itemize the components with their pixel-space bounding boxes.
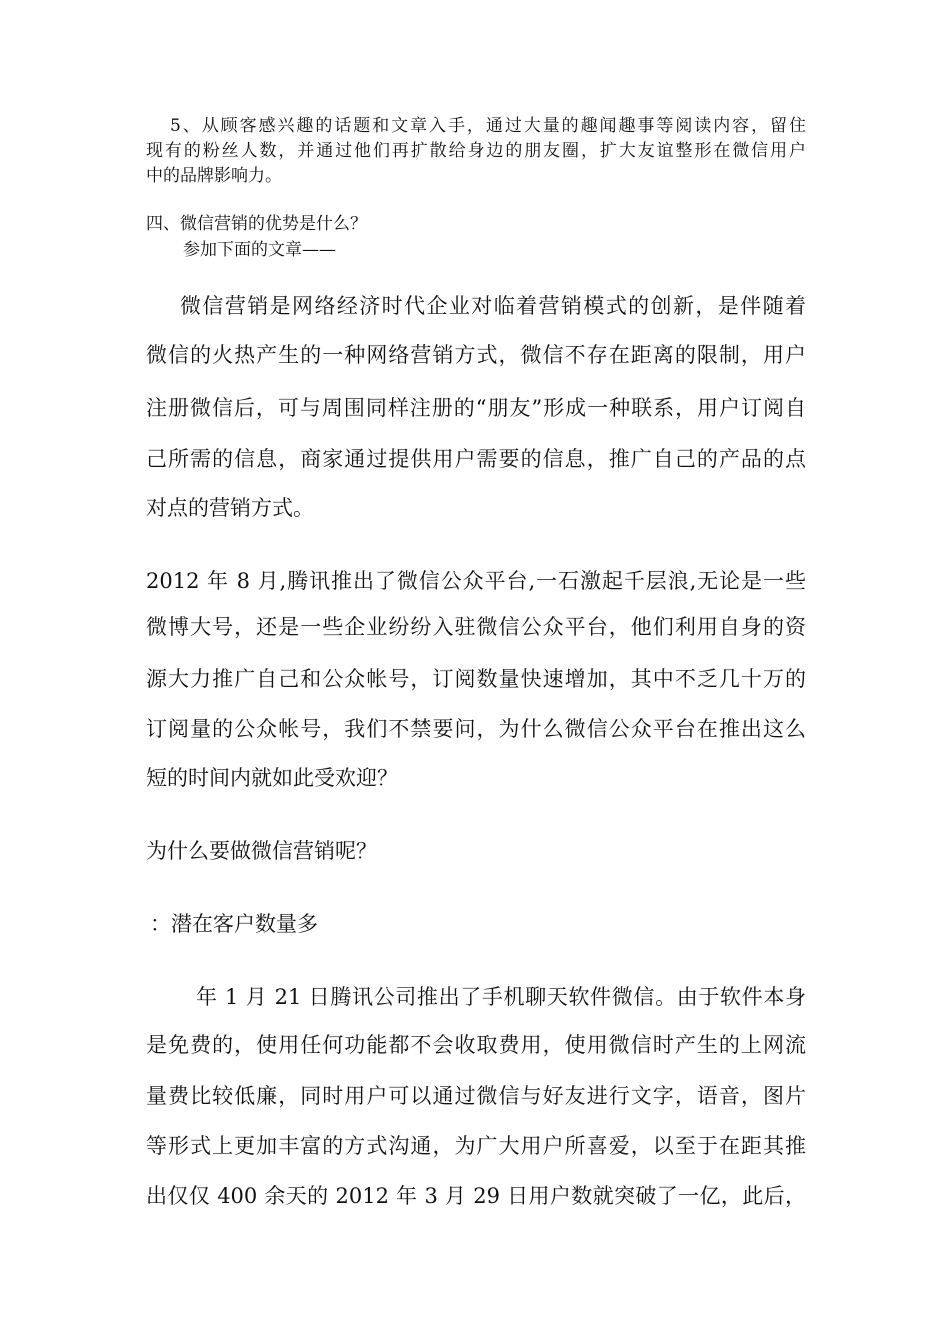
question-line: 为什么要做微信营销呢？ [146,839,377,863]
intro-line-5: 对点的营销方式。 [146,496,314,520]
section-5-line-2: 现有的粉丝人数，并通过他们再扩散给身边的朋友圈，扩大友谊整形在微信用户 [146,141,806,161]
p2012-line-5: 短的时间内就如此受欢迎？ [146,766,398,790]
point-heading: ：潜在客户数量多 [150,912,318,936]
launch-line-2: 是免费的，使用任何功能都不会收取费用，使用微信时产生的上网流 [146,1033,806,1057]
p2012-line-2: 微博大号，还是一些企业纷纷入驻微信公众平台，他们利用自身的资 [146,615,806,639]
p2012-line-4: 订阅量的公众帐号，我们不禁要问，为什么微信公众平台在推出这么 [146,717,806,741]
section-5-line-1: 5、从顾客感兴趣的话题和文章入手，通过大量的趣闻趣事等阅读内容，留住 [170,116,806,136]
section-5-line-3: 中的品牌影响力。 [146,166,282,186]
p2012-line-1: 2012 年 8 月,腾讯推出了微信公众平台,一石激起千层浪,无论是一些 [146,569,806,593]
section-4-heading: 四、微信营销的优势是什么？ [146,214,367,234]
intro-line-1: 微信营销是网络经济时代企业对临着营销模式的创新，是伴随着 [180,294,806,318]
intro-line-3: 注册微信后，可与周围同样注册的“朋友”形成一种联系，用户订阅自 [146,396,806,420]
launch-line-1: 年 1 月 21 日腾讯公司推出了手机聊天软件微信。由于软件本身 [196,985,806,1009]
intro-line-4: 己所需的信息，商家通过提供用户需要的信息，推广自己的产品的点 [146,447,806,471]
section-4-subheading: 参加下面的文章—— [183,240,336,260]
launch-line-4: 等形式上更加丰富的方式沟通，为广大用户所喜爱，以至于在距其推 [146,1134,806,1158]
launch-line-5: 出仅仅 400 余天的 2012 年 3 月 29 日用户数就突破了一亿，此后， [146,1184,806,1208]
intro-line-2: 微信的火热产生的一种网络营销方式，微信不存在距离的限制，用户 [146,343,806,367]
p2012-line-3: 源大力推广自己和公众帐号，订阅数量快速增加，其中不乏几十万的 [146,667,806,691]
launch-line-3: 量费比较低廉，同时用户可以通过微信与好友进行文字，语音，图片 [146,1084,806,1108]
